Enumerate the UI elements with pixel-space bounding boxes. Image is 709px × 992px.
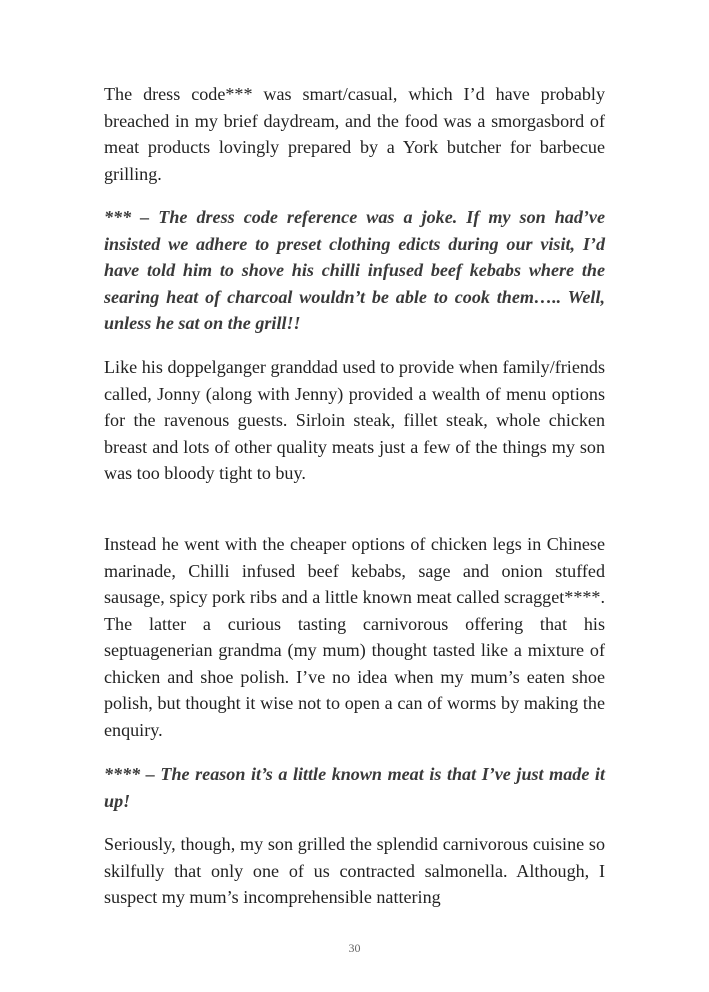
paragraph-dress-code: The dress code*** was smart/casual, which I’d have probably breached in my brief daydream, and the food was a smorgasbord of meat products lovingly prepared by a York butcher for barbecue grilling.: [104, 84, 605, 184]
paragraph-menu-options: Like his doppelganger granddad used to provide when family/friends called, Jonny (along with Jenny) provided a wealth of menu options for the ravenous guests. Sirloin steak, fillet steak, whole chicken breast and lots of other quality meats just a few of the things my son was too bloody tight to buy.: [104, 357, 605, 483]
footnote-scragget: **** – The reason it’s a little known meat is that I’ve just made it up!: [104, 764, 605, 811]
footnote-dress-code: *** – The dress code reference was a joke. If my son had’ve insisted we adhere to preset clothing edicts during our visit, I’d have told him to shove his chilli infused beef kebabs where the searing heat of charcoal wouldn’t be able to cook them….. Well, unless he sat on the grill!!: [104, 207, 605, 333]
paragraph-cheaper-options: Instead he went with the cheaper options of chicken legs in Chinese marinade, Chilli infused beef kebabs, sage and onion stuffed sausage, spicy pork ribs and a little known meat called scragget****. The latter a curious tasting carnivorous offering that his septuagenerian grandma (my mum) thought tasted like a mixture of chicken and shoe polish. I’ve no idea when my mum’s eaten shoe polish, but thought it wise not to open a can of worms by making the enquiry.: [104, 534, 605, 740]
paragraph-grilling: Seriously, though, my son grilled the splendid carnivorous cuisine so skilfully that only one of us contracted salmonella. Although, I suspect my mum’s incomprehensible nattering: [104, 834, 605, 907]
page-number: 30: [348, 941, 361, 955]
